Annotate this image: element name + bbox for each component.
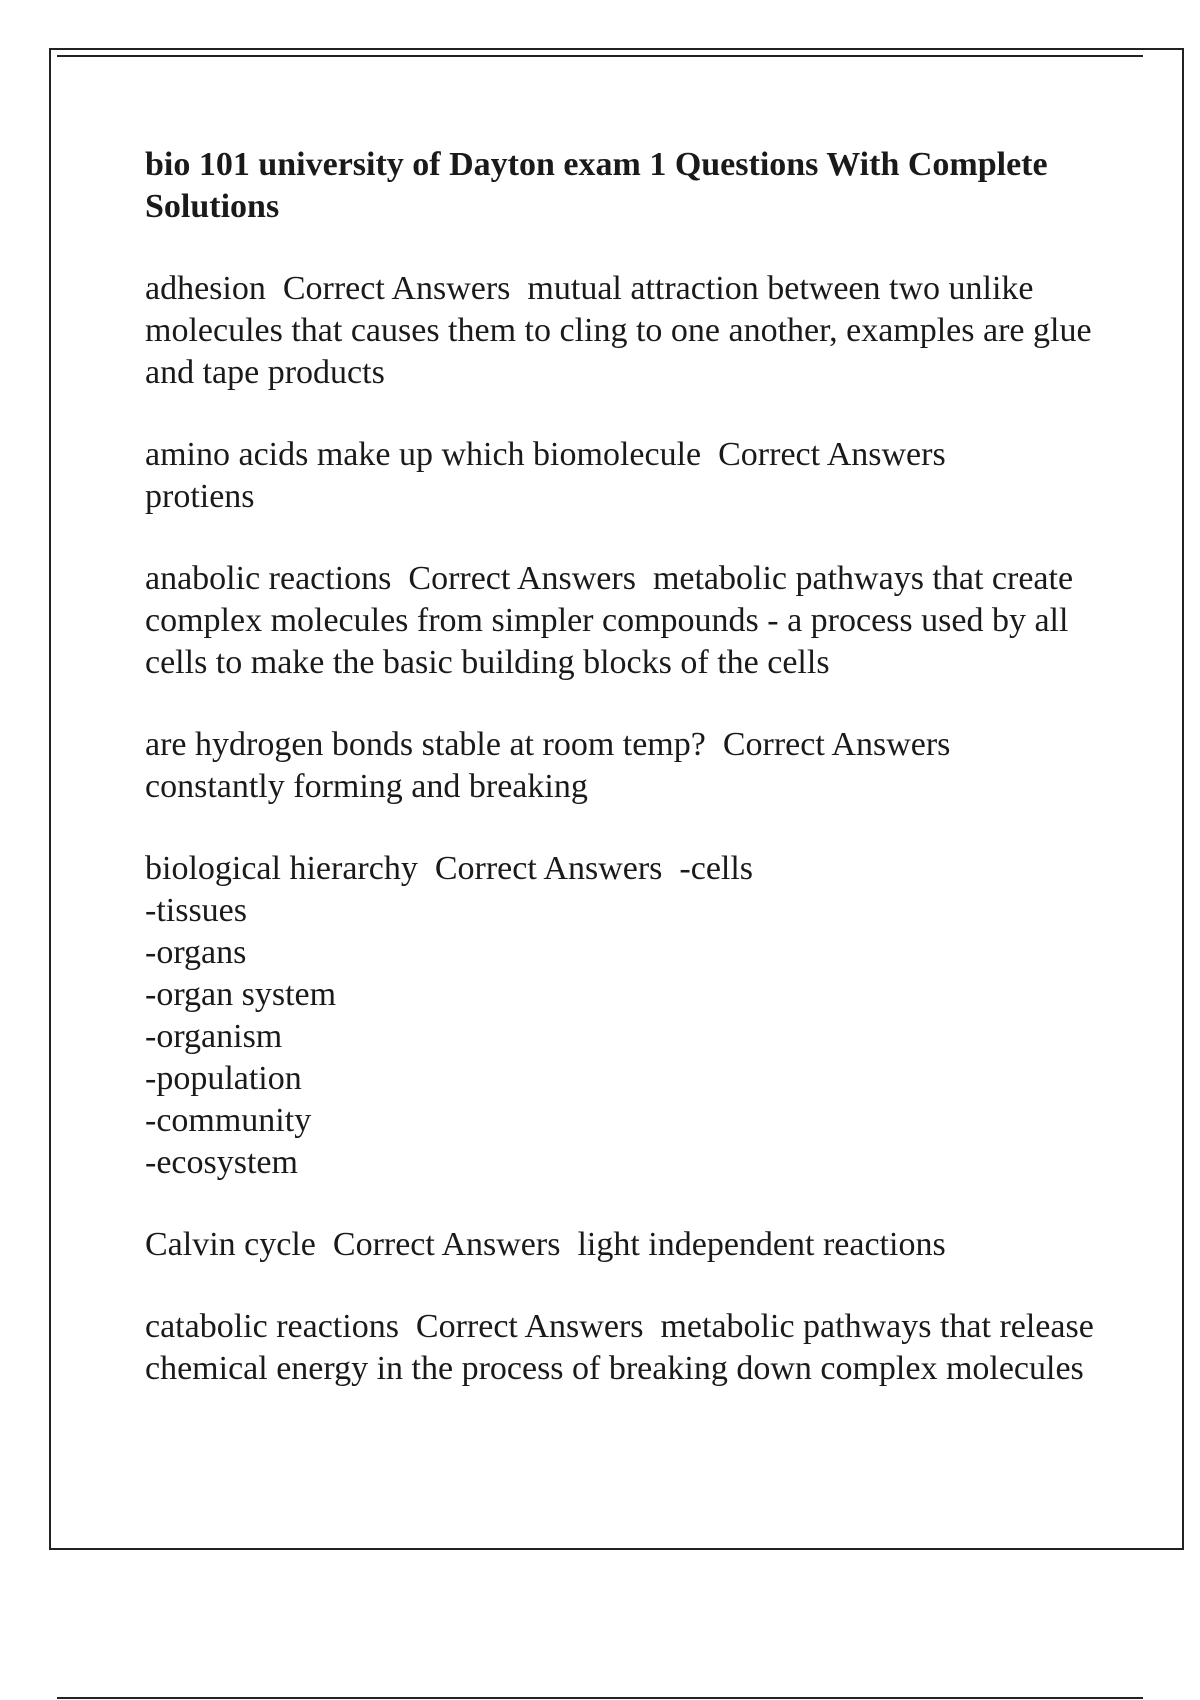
qa-answer: metabolic pathways that release chemical energy in the process of breaking down complex molecules <box>145 1308 1094 1387</box>
qa-separator: Correct Answers <box>282 270 511 307</box>
qa-term: biological hierarchy <box>145 850 418 887</box>
qa-entry-calvin-cycle <box>145 1224 1105 1266</box>
qa-entry-amino-acids <box>145 434 1105 518</box>
qa-entry-adhesion <box>145 268 1105 394</box>
qa-entry-biological-hierarchy <box>145 848 1105 1184</box>
qa-separator: Correct Answers <box>332 1226 561 1263</box>
bottom-rule <box>57 1697 1143 1699</box>
qa-answer: protiens <box>145 478 255 515</box>
qa-term: are hydrogen bonds stable at room temp? <box>145 726 706 763</box>
document-title: bio 101 university of Dayton exam 1 Questions With Complete Solutions <box>145 146 1048 225</box>
qa-answer: constantly forming and breaking <box>145 768 588 805</box>
qa-separator: Correct Answers <box>415 1308 644 1345</box>
qa-answer: -cells -tissues -organs -organ system -organism -population -community -ecosystem <box>145 850 754 1181</box>
qa-answer: mutual attraction between two unlike molecules that causes them to cling to one another, examples are glue and tape products <box>145 270 1092 391</box>
qa-entry-catabolic-reactions <box>145 1306 1105 1390</box>
qa-term: anabolic reactions <box>145 560 392 597</box>
qa-term: amino acids make up which biomolecule <box>145 436 702 473</box>
qa-entry-anabolic-reactions <box>145 558 1105 684</box>
qa-answer: light independent reactions <box>577 1226 946 1263</box>
qa-term: Calvin cycle <box>145 1226 316 1263</box>
qa-term: adhesion <box>145 270 266 307</box>
qa-answer: metabolic pathways that create complex molecules from simpler compounds - a process used by all cells to make the basic building blocks of the cells <box>145 560 1074 681</box>
qa-separator: Correct Answers <box>718 436 946 473</box>
document-body <box>145 144 1105 1430</box>
qa-entry-hydrogen-bonds <box>145 724 1105 808</box>
qa-term: catabolic reactions <box>145 1308 399 1345</box>
qa-separator: Correct Answers <box>434 850 663 887</box>
qa-separator: Correct Answers <box>722 726 951 763</box>
qa-separator: Correct Answers <box>408 560 636 597</box>
